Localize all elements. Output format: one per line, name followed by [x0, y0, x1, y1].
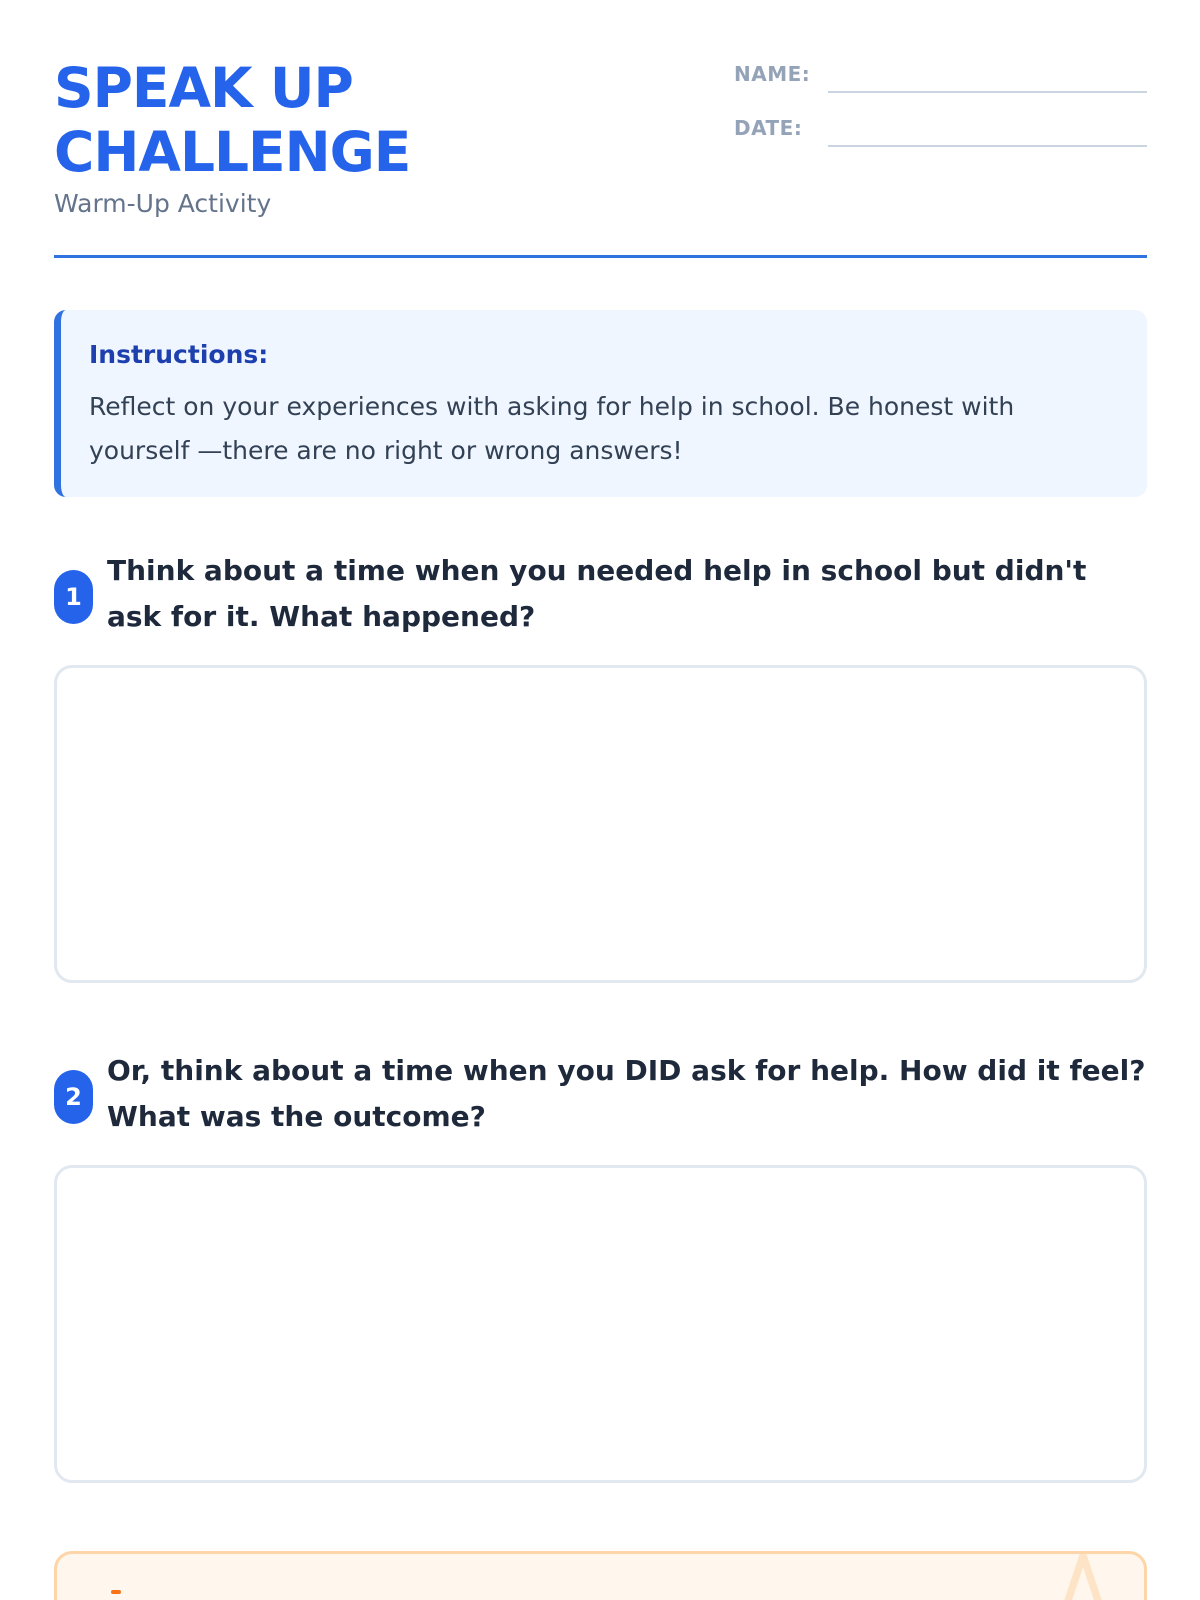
instructions-text: Reflect on your experiences with asking for help in school. Be honest with yourself —there are no right or wrong answers! — [89, 392, 1015, 465]
date-field[interactable] — [734, 110, 1147, 150]
page-title-line-1: SPEAK UP — [54, 56, 353, 120]
date-field-line[interactable] — [828, 145, 1147, 147]
page-subtitle: Warm-Up Activity — [54, 189, 272, 218]
date-field-label: DATE: — [734, 116, 803, 140]
instructions-box — [54, 310, 1147, 497]
tip-box — [54, 1551, 1147, 1600]
question-number-badge: 2 — [54, 1070, 93, 1124]
instructions-title: Instructions: — [89, 340, 269, 369]
question-text: Or, think about a time when you DID ask for help. How did it feel? What was the outcome? — [107, 1054, 1146, 1133]
answer-box-2[interactable] — [54, 1165, 1147, 1483]
name-field-line[interactable] — [828, 91, 1147, 93]
star-icon — [1008, 1551, 1147, 1600]
page-title-line-2: CHALLENGE — [54, 120, 411, 184]
worksheet-page — [54, 0, 1147, 1600]
tip-mark — [111, 1590, 121, 1594]
page-title — [54, 56, 654, 184]
name-field[interactable] — [734, 56, 1147, 96]
question-number-badge: 1 — [54, 570, 93, 624]
answer-box-1[interactable] — [54, 665, 1147, 983]
question-text: Think about a time when you needed help in school but didn't ask for it. What happened? — [107, 554, 1087, 633]
name-field-label: NAME: — [734, 62, 811, 86]
worksheet-header — [54, 0, 1147, 258]
